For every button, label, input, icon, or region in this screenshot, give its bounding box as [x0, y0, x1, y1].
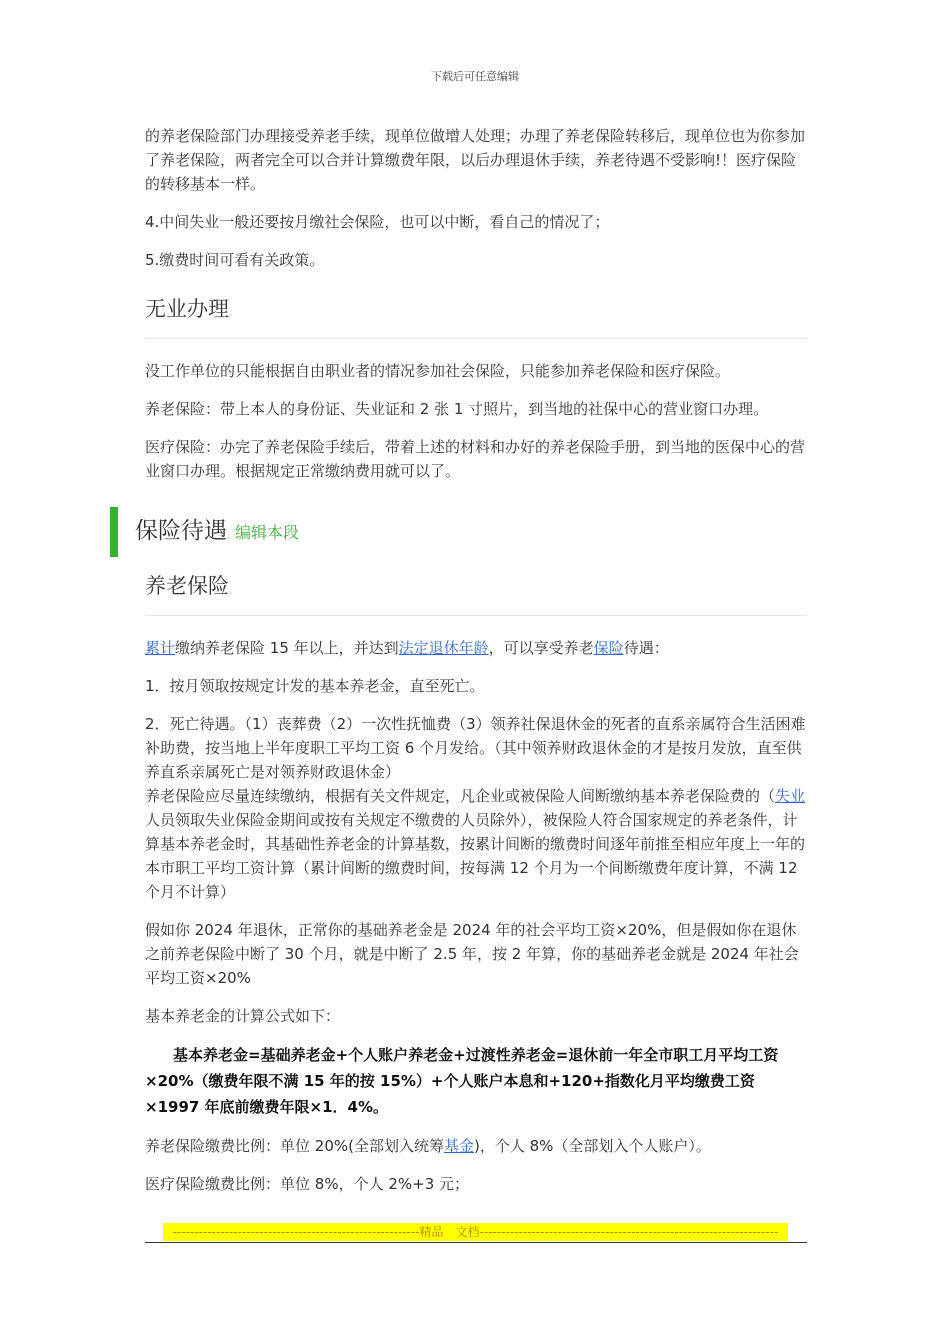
paragraph-unemployment: 4.中间失业一般还要按月缴社会保险，也可以中断，看自己的情况了； [145, 213, 610, 231]
heading-dot: 。 [227, 531, 235, 540]
edit-section-link[interactable]: 编辑本段 [235, 523, 300, 542]
heading-dot: 。 [229, 309, 237, 318]
paragraph-payment-time: 5.缴费时间可看有关政策。 [145, 251, 325, 269]
section-title: 无业办理 [145, 297, 229, 321]
paragraph-continuous-payment: 养老保险应尽量连续缴纳，根据有关文件规定，凡企业或被保险人间断缴纳基本养老保险费的（失业人员领取失业保险金期间或按有关规定不缴费的人员除外），被保险人符合国家规定的养老条件，计算基本养老金时，其基础性养老金的计算基数，按累计间断的缴费时间逐年前推至相应年度上一年的本市职工平均工资计算（累计间断的缴费时间，按每满 12 个月为一个间断缴费年度计算，不满 12 个月不计算） [145, 787, 806, 901]
section-heading-pension [145, 571, 807, 606]
link-unemployment[interactable]: 失业 [775, 787, 806, 805]
paragraph-transfer: 的养老保险部门办理接受养老手续，现单位做增人处理；办理了养老保险转移后，现单位也为你参加了养老保险，两者完全可以合并计算缴费年限，以后办理退休手续，养老待遇不受影响!！医疗保险的转移基本一样。 [145, 127, 806, 193]
link-retirement-age[interactable]: 法定退休年龄 [398, 639, 489, 657]
footer-banner: ---------------------------------------------------------精品 文档--------------------------------------------------------------------- [163, 1223, 788, 1241]
paragraph-death-benefit: 2．死亡待遇。（1）丧葬费（2）一次性抚恤费（3）领养社保退休金的死者的直系亲属符合生活困难补助费，按当地上半年度职工平均工资 6 个月发给。（其中领养财政退休金的才是按月发放，直至供养直系亲属死亡是对领养财政退休金） [145, 715, 806, 781]
footer-rule [145, 1242, 807, 1243]
section-heading-benefits [110, 507, 807, 557]
paragraph-eligibility: 累计缴纳养老保险 15 年以上，并达到法定退休年龄，可以享受养老保险待遇： [145, 639, 669, 657]
section-title: 养老保险 [145, 574, 229, 598]
paragraph-pension-rate: 养老保险缴费比例：单位 20%(全部划入统筹基金)，个人 8%（全部划入个人账户）。 [145, 1137, 711, 1155]
section-heading-unemployed [145, 294, 807, 329]
paragraph-formula: 基本养老金=基础养老金+个人账户养老金+过渡性养老金=退休前一年全市职工月平均工资×20%（缴费年限不满 15 年的按 15%）+个人账户本息和+120+指数化月平均缴费工资×1997 年底前缴费年限×1．4%。 [145, 1046, 779, 1116]
link-fund[interactable]: 基金 [443, 1137, 474, 1155]
section-divider [145, 338, 807, 339]
download-note: 下载后可任意编辑 [431, 70, 519, 83]
paragraph-example: 假如你 2024 年退休，正常你的基础养老金是 2024 年的社会平均工资×20%，但是假如你在退休之前养老保险中断了 30 个月，就是中断了 2.5 年，按 2 年算，你的基础养老金就是 2024 年社会平均工资×20% [145, 921, 799, 987]
section-title: 保险待遇 [135, 518, 227, 544]
paragraph-pension-procedure: 养老保险：带上本人的身份证、失业证和 2 张 1 寸照片，到当地的社保中心的营业窗口办理。 [145, 400, 769, 418]
heading-dot: 。 [229, 586, 237, 595]
paragraph-medical-procedure: 医疗保险：办完了养老保险手续后，带着上述的材料和办好的养老保险手册，到当地的医保中心的营业窗口办理。根据规定正常缴纳费用就可以了。 [145, 438, 806, 480]
paragraph-monthly-pension: 1．按月领取按规定计发的基本养老金，直至死亡。 [145, 677, 485, 695]
link-insurance[interactable]: 保险 [593, 639, 624, 657]
link-cumulative[interactable]: 累计 [145, 639, 176, 657]
section-divider [145, 615, 807, 616]
heading-accent-bar [110, 507, 118, 557]
paragraph-medical-rate: 医疗保险缴费比例：单位 8%，个人 2%+3 元； [145, 1175, 470, 1193]
paragraph-no-employer: 没工作单位的只能根据自由职业者的情况参加社会保险，只能参加养老保险和医疗保险。 [145, 362, 731, 380]
paragraph-formula-intro: 基本养老金的计算公式如下： [145, 1007, 341, 1025]
document-body [135, 124, 807, 1210]
